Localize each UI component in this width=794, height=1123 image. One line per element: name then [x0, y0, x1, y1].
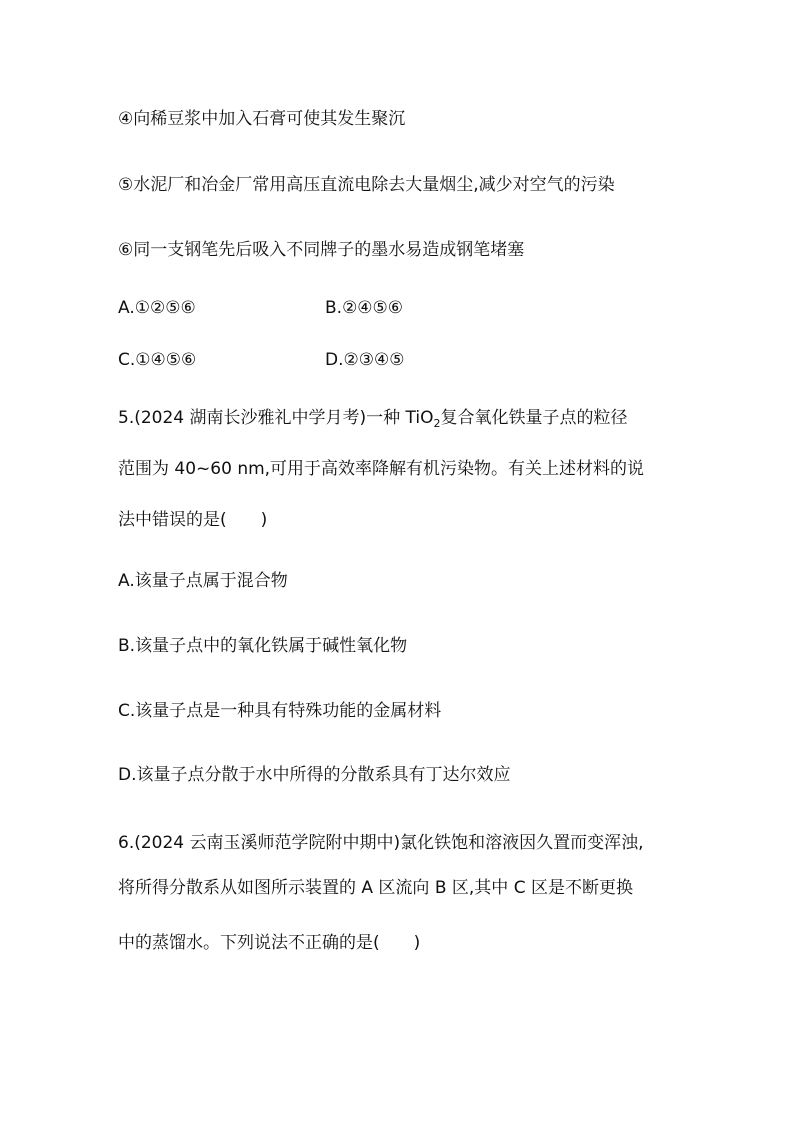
q5-paren-close: ) [260, 510, 268, 530]
q5-stem-subscript: 2 [433, 417, 441, 430]
q6-stem-text: 中的蒸馏水。下列说法不正确的是( [118, 933, 380, 953]
q5-stem-line-1 [118, 407, 628, 435]
q5-option-d: D.该量子点分散于水中所得的分散系具有丁达尔效应 [118, 765, 511, 785]
q6-stem-line-2: 将所得分散系从如图所示装置的 A 区流向 B 区,其中 C 区是不断更换 [118, 878, 633, 898]
q6-stem-line-3 [118, 932, 420, 954]
q4-option-c: C.①④⑤⑥ [118, 350, 197, 370]
q6-stem-line-1: 6.(2024 云南玉溪师范学院附中期中)氯化铁饱和溶液因久置而变浑浊, [118, 833, 644, 853]
q4-option-a: A.①②⑤⑥ [118, 298, 196, 318]
q5-stem-after-sub: 复合氧化铁量子点的粒径 [440, 408, 628, 428]
q6-paren-close: ) [413, 933, 421, 953]
q5-stem-text: 法中错误的是( [118, 510, 227, 530]
statement-4: ④向稀豆浆中加入石膏可使其发生聚沉 [118, 109, 406, 129]
q4-option-b: B.②④⑤⑥ [325, 298, 404, 318]
q5-stem-line-3 [118, 509, 267, 531]
q5-stem-line-2: 范围为 40~60 nm,可用于高效率降解有机污染物。有关上述材料的说 [118, 459, 645, 479]
q5-stem-before-sub: 5.(2024 湖南长沙雅礼中学月考)一种 TiO [118, 408, 434, 428]
q5-option-c: C.该量子点是一种具有特殊功能的金属材料 [118, 701, 442, 721]
q4-option-d: D.②③④⑤ [325, 350, 405, 370]
statement-6: ⑥同一支钢笔先后吸入不同牌子的墨水易造成钢笔堵塞 [118, 240, 525, 260]
q5-option-b: B.该量子点中的氧化铁属于碱性氧化物 [118, 636, 408, 656]
q5-option-a: A.该量子点属于混合物 [118, 571, 288, 591]
statement-5: ⑤水泥厂和冶金厂常用高压直流电除去大量烟尘,减少对空气的污染 [118, 175, 615, 195]
